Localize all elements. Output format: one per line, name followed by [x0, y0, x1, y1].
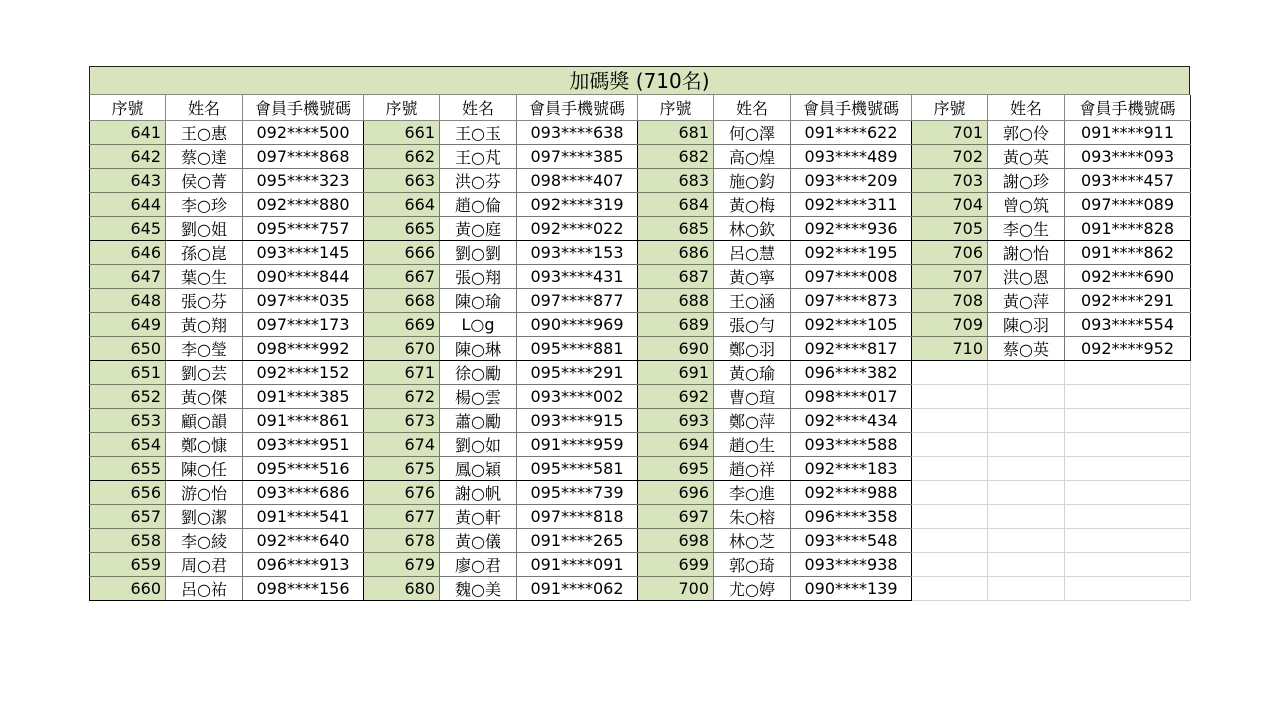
phone-cell: 092****434 — [791, 408, 912, 432]
seq-cell: 692 — [638, 384, 714, 408]
empty-cell — [912, 408, 988, 432]
table-row — [90, 432, 1191, 456]
phone-cell: 092****291 — [1065, 288, 1191, 312]
phone-cell: 095****757 — [243, 216, 364, 240]
phone-cell: 093****951 — [243, 432, 364, 456]
phone-cell: 093****938 — [791, 552, 912, 576]
phone-cell: 095****581 — [517, 456, 638, 480]
name-cell: 周○君 — [166, 552, 243, 576]
name-cell: 施○鈞 — [714, 168, 791, 192]
seq-cell: 641 — [90, 120, 166, 144]
phone-cell: 098****156 — [243, 576, 364, 600]
seq-cell: 683 — [638, 168, 714, 192]
phone-cell: 091****861 — [243, 408, 364, 432]
name-cell: 張○芬 — [166, 288, 243, 312]
phone-cell: 091****959 — [517, 432, 638, 456]
seq-cell: 651 — [90, 360, 166, 384]
empty-cell — [1065, 504, 1191, 528]
phone-cell: 091****622 — [791, 120, 912, 144]
phone-cell: 093****686 — [243, 480, 364, 504]
phone-cell: 091****265 — [517, 528, 638, 552]
table-row — [90, 528, 1191, 552]
name-cell: 洪○芬 — [440, 168, 517, 192]
empty-cell — [1065, 432, 1191, 456]
seq-cell: 690 — [638, 336, 714, 360]
seq-cell: 695 — [638, 456, 714, 480]
name-cell: 陳○任 — [166, 456, 243, 480]
empty-cell — [1065, 480, 1191, 504]
seq-cell: 705 — [912, 216, 988, 240]
seq-cell: 648 — [90, 288, 166, 312]
name-cell: 張○勻 — [714, 312, 791, 336]
table-row — [90, 288, 1191, 312]
table-row — [90, 384, 1191, 408]
empty-cell — [988, 456, 1065, 480]
name-cell: 黃○軒 — [440, 504, 517, 528]
table-row — [90, 456, 1191, 480]
seq-cell: 700 — [638, 576, 714, 600]
empty-cell — [912, 432, 988, 456]
seq-cell: 666 — [364, 240, 440, 264]
seq-cell: 676 — [364, 480, 440, 504]
name-cell: 林○欽 — [714, 216, 791, 240]
empty-cell — [1065, 456, 1191, 480]
name-cell: 孫○崑 — [166, 240, 243, 264]
name-cell: 陳○瑜 — [440, 288, 517, 312]
seq-cell: 680 — [364, 576, 440, 600]
phone-cell: 097****173 — [243, 312, 364, 336]
seq-cell: 670 — [364, 336, 440, 360]
name-cell: 謝○怡 — [988, 240, 1065, 264]
name-cell: 黃○英 — [988, 144, 1065, 168]
seq-cell: 678 — [364, 528, 440, 552]
seq-cell: 679 — [364, 552, 440, 576]
seq-cell: 644 — [90, 192, 166, 216]
empty-cell — [912, 504, 988, 528]
phone-cell: 093****915 — [517, 408, 638, 432]
table-row — [90, 264, 1191, 288]
phone-cell: 095****739 — [517, 480, 638, 504]
phone-cell: 093****489 — [791, 144, 912, 168]
name-cell: 王○惠 — [166, 120, 243, 144]
seq-cell: 668 — [364, 288, 440, 312]
phone-cell: 093****093 — [1065, 144, 1191, 168]
name-cell: 郭○伶 — [988, 120, 1065, 144]
seq-cell: 697 — [638, 504, 714, 528]
phone-cell: 095****516 — [243, 456, 364, 480]
name-cell: 鄭○慷 — [166, 432, 243, 456]
seq-cell: 686 — [638, 240, 714, 264]
seq-cell: 693 — [638, 408, 714, 432]
name-cell: 黃○瑜 — [714, 360, 791, 384]
seq-cell: 691 — [638, 360, 714, 384]
phone-cell: 092****988 — [791, 480, 912, 504]
name-cell: 呂○祐 — [166, 576, 243, 600]
seq-cell: 710 — [912, 336, 988, 360]
phone-cell: 097****089 — [1065, 192, 1191, 216]
phone-cell: 091****862 — [1065, 240, 1191, 264]
phone-cell: 092****936 — [791, 216, 912, 240]
table-row — [90, 504, 1191, 528]
name-cell: 黃○儀 — [440, 528, 517, 552]
phone-cell: 092****195 — [791, 240, 912, 264]
phone-cell: 098****992 — [243, 336, 364, 360]
name-cell: 蔡○英 — [988, 336, 1065, 360]
seq-cell: 661 — [364, 120, 440, 144]
empty-cell — [1065, 384, 1191, 408]
phone-cell: 097****873 — [791, 288, 912, 312]
seq-cell: 671 — [364, 360, 440, 384]
table-body — [90, 120, 1191, 600]
table-row — [90, 144, 1191, 168]
phone-cell: 092****817 — [791, 336, 912, 360]
seq-cell: 646 — [90, 240, 166, 264]
seq-cell: 652 — [90, 384, 166, 408]
seq-cell: 704 — [912, 192, 988, 216]
seq-cell: 687 — [638, 264, 714, 288]
name-cell: 李○珍 — [166, 192, 243, 216]
seq-cell: 702 — [912, 144, 988, 168]
name-cell: 郭○琦 — [714, 552, 791, 576]
phone-cell: 092****690 — [1065, 264, 1191, 288]
phone-cell: 092****952 — [1065, 336, 1191, 360]
header-phone: 會員手機號碼 — [1065, 95, 1191, 120]
seq-cell: 645 — [90, 216, 166, 240]
seq-cell: 672 — [364, 384, 440, 408]
table-row — [90, 480, 1191, 504]
seq-cell: 703 — [912, 168, 988, 192]
empty-cell — [912, 552, 988, 576]
phone-cell: 093****002 — [517, 384, 638, 408]
phone-cell: 091****828 — [1065, 216, 1191, 240]
name-cell: 廖○君 — [440, 552, 517, 576]
phone-cell: 092****183 — [791, 456, 912, 480]
empty-cell — [988, 408, 1065, 432]
name-cell: 趙○祥 — [714, 456, 791, 480]
seq-cell: 643 — [90, 168, 166, 192]
name-cell: 黃○庭 — [440, 216, 517, 240]
name-cell: 劉○劉 — [440, 240, 517, 264]
phone-cell: 092****640 — [243, 528, 364, 552]
empty-cell — [988, 552, 1065, 576]
name-cell: 劉○潔 — [166, 504, 243, 528]
table-row — [90, 168, 1191, 192]
empty-cell — [988, 360, 1065, 384]
name-cell: 張○翔 — [440, 264, 517, 288]
name-cell: 趙○生 — [714, 432, 791, 456]
seq-cell: 658 — [90, 528, 166, 552]
name-cell: 李○生 — [988, 216, 1065, 240]
name-cell: 謝○珍 — [988, 168, 1065, 192]
empty-cell — [988, 432, 1065, 456]
phone-cell: 093****457 — [1065, 168, 1191, 192]
seq-cell: 696 — [638, 480, 714, 504]
name-cell: 黃○寧 — [714, 264, 791, 288]
name-cell: 楊○雲 — [440, 384, 517, 408]
seq-cell: 665 — [364, 216, 440, 240]
empty-cell — [1065, 552, 1191, 576]
phone-cell: 096****382 — [791, 360, 912, 384]
table-row — [90, 120, 1191, 144]
name-cell: 蔡○達 — [166, 144, 243, 168]
seq-cell: 669 — [364, 312, 440, 336]
empty-cell — [912, 456, 988, 480]
seq-cell: 707 — [912, 264, 988, 288]
seq-cell: 649 — [90, 312, 166, 336]
seq-cell: 709 — [912, 312, 988, 336]
empty-cell — [988, 576, 1065, 600]
name-cell: 葉○生 — [166, 264, 243, 288]
seq-cell: 655 — [90, 456, 166, 480]
phone-cell: 093****638 — [517, 120, 638, 144]
seq-cell: 642 — [90, 144, 166, 168]
empty-cell — [912, 360, 988, 384]
phone-cell: 091****911 — [1065, 120, 1191, 144]
table-row — [90, 552, 1191, 576]
header-name: 姓名 — [440, 95, 517, 120]
empty-cell — [988, 504, 1065, 528]
seq-cell: 667 — [364, 264, 440, 288]
header-name: 姓名 — [988, 95, 1065, 120]
phone-cell: 092****311 — [791, 192, 912, 216]
seq-cell: 662 — [364, 144, 440, 168]
name-cell: 侯○菁 — [166, 168, 243, 192]
seq-cell: 659 — [90, 552, 166, 576]
name-cell: 李○進 — [714, 480, 791, 504]
seq-cell: 663 — [364, 168, 440, 192]
header-seq: 序號 — [638, 95, 714, 120]
name-cell: 尤○婷 — [714, 576, 791, 600]
header-name: 姓名 — [714, 95, 791, 120]
seq-cell: 660 — [90, 576, 166, 600]
seq-cell: 682 — [638, 144, 714, 168]
name-cell: 黃○梅 — [714, 192, 791, 216]
phone-cell: 097****877 — [517, 288, 638, 312]
seq-cell: 684 — [638, 192, 714, 216]
name-cell: 朱○榕 — [714, 504, 791, 528]
empty-cell — [988, 528, 1065, 552]
phone-cell: 091****062 — [517, 576, 638, 600]
seq-cell: 694 — [638, 432, 714, 456]
phone-cell: 091****385 — [243, 384, 364, 408]
name-cell: 黃○翔 — [166, 312, 243, 336]
phone-cell: 093****431 — [517, 264, 638, 288]
empty-cell — [912, 480, 988, 504]
phone-cell: 092****105 — [791, 312, 912, 336]
seq-cell: 685 — [638, 216, 714, 240]
name-cell: 黃○萍 — [988, 288, 1065, 312]
name-cell: 謝○帆 — [440, 480, 517, 504]
name-cell: 王○芃 — [440, 144, 517, 168]
empty-cell — [1065, 408, 1191, 432]
empty-cell — [1065, 576, 1191, 600]
winners-sheet — [89, 66, 1190, 601]
name-cell: 王○涵 — [714, 288, 791, 312]
header-phone: 會員手機號碼 — [517, 95, 638, 120]
name-cell: 林○芝 — [714, 528, 791, 552]
seq-cell: 675 — [364, 456, 440, 480]
table-row — [90, 312, 1191, 336]
phone-cell: 093****588 — [791, 432, 912, 456]
phone-cell: 098****017 — [791, 384, 912, 408]
name-cell: L○g — [440, 312, 517, 336]
name-cell: 曹○瑄 — [714, 384, 791, 408]
header-seq: 序號 — [912, 95, 988, 120]
phone-cell: 093****548 — [791, 528, 912, 552]
seq-cell: 688 — [638, 288, 714, 312]
phone-cell: 090****139 — [791, 576, 912, 600]
seq-cell: 708 — [912, 288, 988, 312]
seq-cell: 647 — [90, 264, 166, 288]
phone-cell: 097****035 — [243, 288, 364, 312]
seq-cell: 698 — [638, 528, 714, 552]
seq-cell: 656 — [90, 480, 166, 504]
seq-cell: 699 — [638, 552, 714, 576]
name-cell: 游○怡 — [166, 480, 243, 504]
header-name: 姓名 — [166, 95, 243, 120]
seq-cell: 689 — [638, 312, 714, 336]
phone-cell: 095****291 — [517, 360, 638, 384]
table-row — [90, 408, 1191, 432]
header-row — [90, 95, 1191, 120]
seq-cell: 677 — [364, 504, 440, 528]
phone-cell: 096****358 — [791, 504, 912, 528]
empty-cell — [988, 480, 1065, 504]
name-cell: 曾○筑 — [988, 192, 1065, 216]
phone-cell: 093****209 — [791, 168, 912, 192]
phone-cell: 097****818 — [517, 504, 638, 528]
table-row — [90, 336, 1191, 360]
name-cell: 劉○姐 — [166, 216, 243, 240]
name-cell: 劉○如 — [440, 432, 517, 456]
phone-cell: 098****407 — [517, 168, 638, 192]
phone-cell: 092****152 — [243, 360, 364, 384]
name-cell: 呂○慧 — [714, 240, 791, 264]
name-cell: 何○澤 — [714, 120, 791, 144]
name-cell: 鄭○萍 — [714, 408, 791, 432]
name-cell: 徐○勵 — [440, 360, 517, 384]
empty-cell — [988, 384, 1065, 408]
name-cell: 黃○傑 — [166, 384, 243, 408]
empty-cell — [1065, 528, 1191, 552]
name-cell: 蕭○勵 — [440, 408, 517, 432]
sheet-title: 加碼獎 (710名) — [89, 66, 1190, 95]
empty-cell — [1065, 360, 1191, 384]
phone-cell: 090****844 — [243, 264, 364, 288]
seq-cell: 674 — [364, 432, 440, 456]
table-row — [90, 576, 1191, 600]
header-seq: 序號 — [90, 95, 166, 120]
table-row — [90, 240, 1191, 264]
table-row — [90, 360, 1191, 384]
header-phone: 會員手機號碼 — [791, 95, 912, 120]
name-cell: 李○綾 — [166, 528, 243, 552]
name-cell: 陳○羽 — [988, 312, 1065, 336]
header-phone: 會員手機號碼 — [243, 95, 364, 120]
name-cell: 魏○美 — [440, 576, 517, 600]
phone-cell: 096****913 — [243, 552, 364, 576]
name-cell: 鄭○羽 — [714, 336, 791, 360]
phone-cell: 097****008 — [791, 264, 912, 288]
phone-cell: 097****868 — [243, 144, 364, 168]
name-cell: 劉○芸 — [166, 360, 243, 384]
empty-cell — [912, 528, 988, 552]
table-row — [90, 216, 1191, 240]
phone-cell: 095****881 — [517, 336, 638, 360]
phone-cell: 091****541 — [243, 504, 364, 528]
name-cell: 陳○琳 — [440, 336, 517, 360]
phone-cell: 095****323 — [243, 168, 364, 192]
seq-cell: 650 — [90, 336, 166, 360]
phone-cell: 092****319 — [517, 192, 638, 216]
empty-cell — [912, 384, 988, 408]
seq-cell: 653 — [90, 408, 166, 432]
table-row — [90, 192, 1191, 216]
name-cell: 李○瑩 — [166, 336, 243, 360]
phone-cell: 092****500 — [243, 120, 364, 144]
empty-cell — [912, 576, 988, 600]
phone-cell: 093****554 — [1065, 312, 1191, 336]
seq-cell: 657 — [90, 504, 166, 528]
winners-table — [89, 95, 1191, 601]
name-cell: 洪○恩 — [988, 264, 1065, 288]
phone-cell: 093****153 — [517, 240, 638, 264]
name-cell: 顧○韻 — [166, 408, 243, 432]
seq-cell: 673 — [364, 408, 440, 432]
seq-cell: 706 — [912, 240, 988, 264]
phone-cell: 091****091 — [517, 552, 638, 576]
seq-cell: 654 — [90, 432, 166, 456]
seq-cell: 664 — [364, 192, 440, 216]
seq-cell: 701 — [912, 120, 988, 144]
phone-cell: 097****385 — [517, 144, 638, 168]
name-cell: 王○玉 — [440, 120, 517, 144]
phone-cell: 090****969 — [517, 312, 638, 336]
phone-cell: 092****022 — [517, 216, 638, 240]
name-cell: 高○煌 — [714, 144, 791, 168]
seq-cell: 681 — [638, 120, 714, 144]
phone-cell: 092****880 — [243, 192, 364, 216]
name-cell: 趙○倫 — [440, 192, 517, 216]
phone-cell: 093****145 — [243, 240, 364, 264]
name-cell: 鳳○穎 — [440, 456, 517, 480]
header-seq: 序號 — [364, 95, 440, 120]
